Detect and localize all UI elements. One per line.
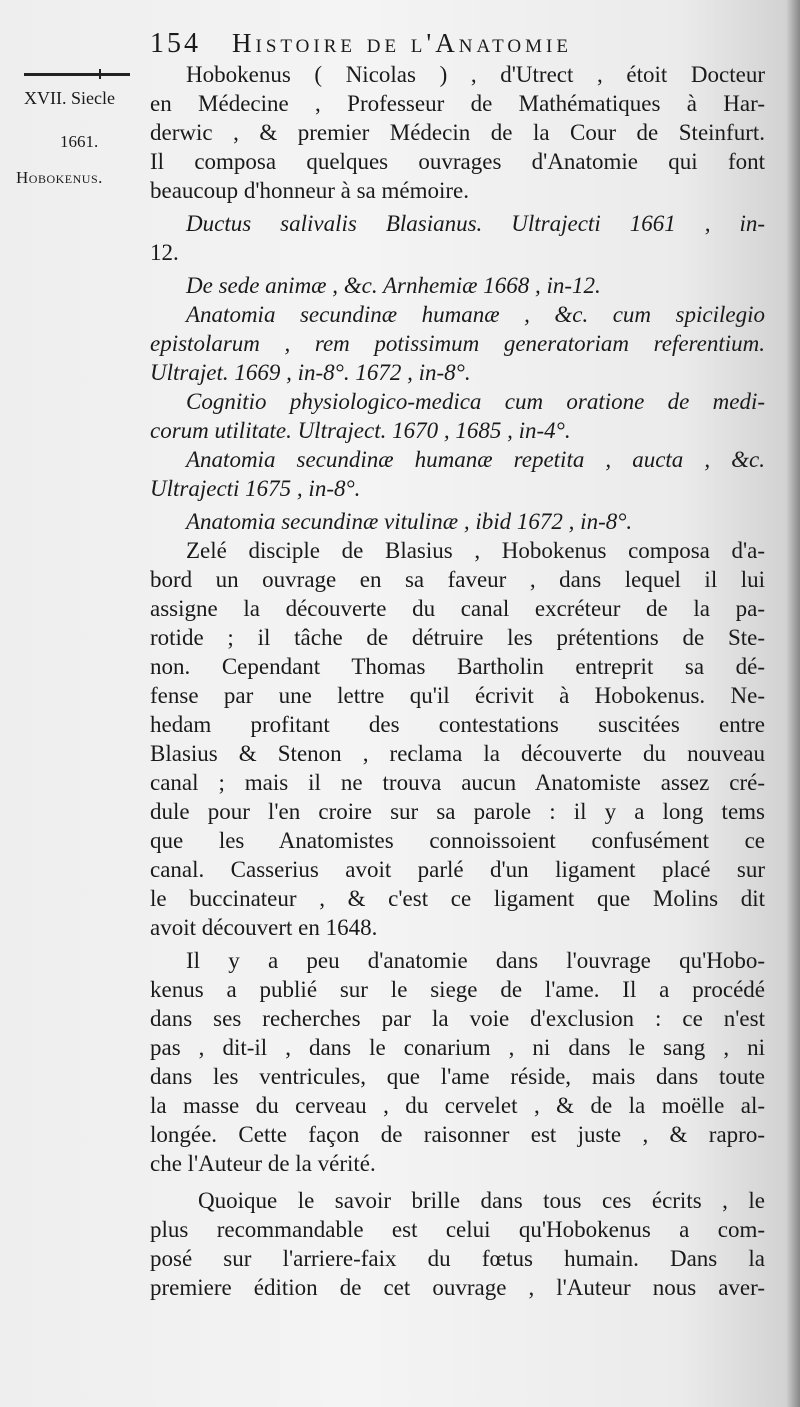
text-line: en Médecine , Professeur de Mathématiques à Har- <box>150 91 765 116</box>
text-line: non. Cependant Thomas Bartholin entreprit sa dé- <box>150 654 765 679</box>
text-line: Hobokenus ( Nicolas ) , d'Utrect , étoit Docteur <box>186 62 765 87</box>
text-line: plus recommandable est celui qu'Hobokenus a com- <box>150 1217 765 1242</box>
text-line: le buccinateur , & c'est ce ligament que Molins dit <box>150 886 765 911</box>
text-line: Zelé disciple de Blasius , Hobokenus composa d'a- <box>186 538 765 563</box>
text-line: bord un ouvrage en sa faveur , dans lequel il lui <box>150 567 765 592</box>
text-line: dule pour l'en croire sur sa parole : il y a long tems <box>150 799 765 824</box>
bibliography-line: Anatomia secundinæ humanæ repetita , aucta , &c. <box>186 447 765 472</box>
text-line: posé sur l'arriere-faix du fœtus humain. Dans la <box>150 1246 765 1271</box>
text-line: dans ses recherches par la voie d'exclusion : ce n'est <box>150 1006 765 1031</box>
bibliography-line: 12. <box>150 240 179 265</box>
text-line: che l'Auteur de la vérité. <box>150 1151 376 1176</box>
margin-year: 1661. <box>60 132 99 151</box>
bibliography-line: corum utilitate. Ultraject. 1670 , 1685 , in-4°. <box>150 418 571 443</box>
text-line: canal. Casserius avoit parlé d'un ligament placé sur <box>150 857 765 882</box>
text-line: dans les ventricules, que l'ame réside, mais dans toute <box>150 1064 765 1089</box>
text-line: hedam profitant des contestations suscitées entre <box>150 712 765 737</box>
text-line: la masse du cerveau , du cervelet , & de la moëlle al- <box>150 1093 765 1118</box>
text-line: pas , dit-il , dans le conarium , ni dans le sang , ni <box>150 1035 765 1060</box>
text-line: kenus a publié sur le siege de l'ame. Il a procédé <box>150 977 765 1002</box>
page-edge-shadow <box>786 0 800 1407</box>
bibliography-line: Cognitio physiologico-medica cum oratione de medi- <box>186 389 765 414</box>
text-line: longée. Cette façon de raisonner est juste , & rapro- <box>150 1122 765 1147</box>
text-line: Quoique le savoir brille dans tous ces écrits , le <box>198 1188 765 1213</box>
margin-name: Hobokenus. <box>16 168 103 187</box>
body-text <box>150 60 765 1302</box>
text-line: beaucoup d'honneur à sa mémoire. <box>150 178 470 203</box>
bibliography-line: Ultrajet. 1669 , in-8°. 1672 , in-8°. <box>150 360 471 385</box>
text-line: que les Anatomistes connoissoient confusément ce <box>150 828 765 853</box>
text-line: canal ; mais il ne trouva aucun Anatomiste assez cré- <box>150 770 765 795</box>
margin-rule <box>24 73 130 76</box>
bibliography-line: Ultrajecti 1675 , in-8°. <box>150 476 361 501</box>
page-number: 154 <box>150 28 201 59</box>
bibliography-line: Ductus salivalis Blasianus. Ultrajecti 1661 , in- <box>186 211 765 236</box>
text-line: fense par une lettre qu'il écrivit à Hobokenus. Ne- <box>150 683 765 708</box>
bibliography-line: Anatomia secundinæ humanæ , &c. cum spicilegio <box>186 302 765 327</box>
running-title: Histoire de l'Anatomie <box>232 28 572 58</box>
text-line: rotide ; il tâche de détruire les prétentions de Ste- <box>150 625 765 650</box>
page-header <box>150 28 770 64</box>
text-line: Blasius & Stenon , reclama la découverte du nouveau <box>150 741 765 766</box>
text-line: premiere édition de cet ouvrage , l'Auteur nous aver- <box>150 1275 765 1300</box>
bibliography-line: De sede animæ , &c. Arnhemiæ 1668 , in-12. <box>186 273 601 298</box>
text-line: assigne la découverte du canal excréteur de la pa- <box>150 596 765 621</box>
text-line: avoit découvert en 1648. <box>150 915 378 940</box>
bibliography-line: Anatomia secundinæ vitulinæ , ibid 1672 , in-8°. <box>186 509 633 534</box>
text-line: Il y a peu d'anatomie dans l'ouvrage qu'Hobo- <box>186 948 765 973</box>
margin-century: XVII. Siecle <box>24 88 115 108</box>
text-line: Il composa quelques ouvrages d'Anatomie qui font <box>150 149 765 174</box>
bibliography-line: epistolarum , rem potissimum generatoriam referentium. <box>150 331 765 356</box>
text-line: derwic , & premier Médecin de la Cour de Steinfurt. <box>150 120 765 145</box>
